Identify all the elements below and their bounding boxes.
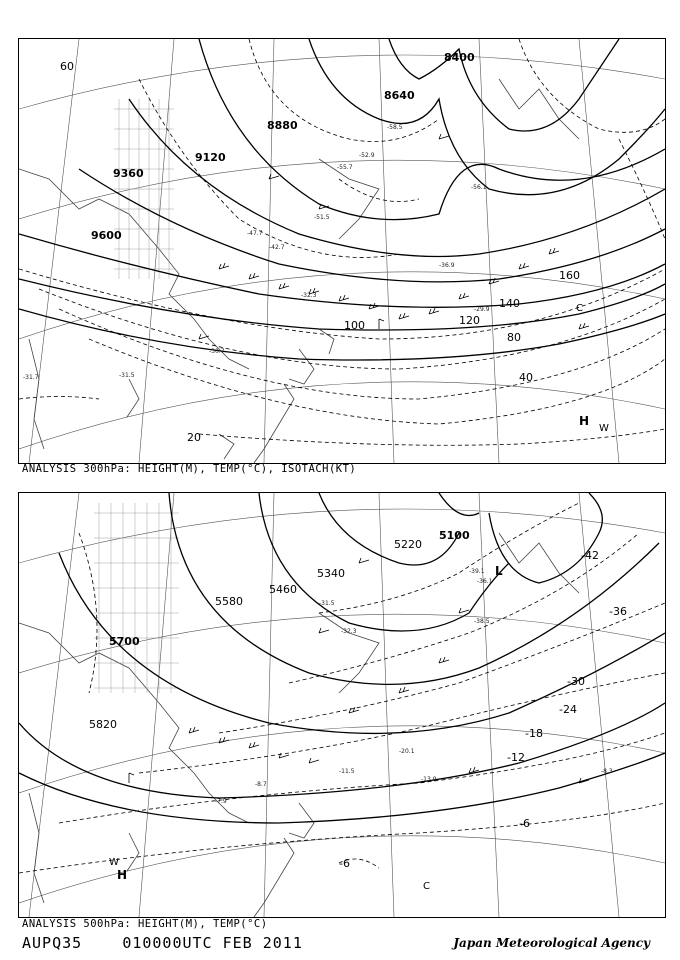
isotach-labels bbox=[60, 60, 580, 444]
hatch-area bbox=[114, 99, 174, 279]
station-temp: -20.1 bbox=[399, 748, 415, 755]
wind-barbs bbox=[129, 558, 589, 783]
high-center: H bbox=[117, 868, 128, 882]
temp-label: -42 bbox=[581, 549, 599, 562]
temperature-labels bbox=[23, 124, 490, 381]
temp-label: -58.5 bbox=[387, 124, 403, 131]
isotach-label: 40 bbox=[519, 371, 533, 384]
temp-label: -55.7 bbox=[337, 164, 353, 171]
height-label: 8640 bbox=[384, 89, 415, 102]
temp-label: -12 bbox=[507, 751, 525, 764]
height-label: 5820 bbox=[89, 718, 117, 731]
temp-label: -30 bbox=[567, 675, 585, 688]
station-temp: -11.5 bbox=[339, 768, 355, 775]
temp-label: -36 bbox=[609, 605, 627, 618]
temp-label: -36.9 bbox=[439, 262, 455, 269]
temp-label: -52.9 bbox=[359, 152, 375, 159]
isotach-label: 80 bbox=[507, 331, 521, 344]
height-label: 5340 bbox=[317, 567, 345, 580]
latlon-grid bbox=[19, 39, 665, 463]
temp-label: -47.7 bbox=[247, 230, 263, 237]
hatch-area bbox=[94, 503, 179, 693]
isotach-label: 100 bbox=[344, 319, 365, 332]
height-label: 5700 bbox=[109, 635, 140, 648]
station-temp: -32.3 bbox=[341, 628, 357, 635]
temp-label: -18 bbox=[525, 727, 543, 740]
station-temp: -36.1 bbox=[477, 578, 493, 585]
height-labels bbox=[91, 51, 475, 242]
temp-label: -51.5 bbox=[314, 214, 330, 221]
pressure-centers bbox=[576, 303, 609, 434]
height-contours bbox=[19, 39, 665, 360]
station-temp: -7.9 bbox=[215, 798, 227, 805]
height-label: 9360 bbox=[113, 167, 144, 180]
temp-label: -30.7 bbox=[209, 348, 225, 355]
isotach-label: 160 bbox=[559, 269, 580, 282]
height-label: 5100 bbox=[439, 529, 470, 542]
station-temp: -8.7 bbox=[255, 781, 267, 788]
caption-500hpa: ANALYSIS 500hPa: HEIGHT(M), TEMP(°C) bbox=[22, 918, 268, 930]
station-temp: -8.3 bbox=[601, 768, 613, 775]
temp-label: -56.1 bbox=[471, 184, 487, 191]
isotach-label: 120 bbox=[459, 314, 480, 327]
temp-label: -29.9 bbox=[474, 306, 490, 313]
cold-center: C bbox=[423, 881, 430, 892]
station-temp: -39.1 bbox=[469, 568, 485, 575]
temp-label: -32.3 bbox=[301, 292, 317, 299]
height-label: 5220 bbox=[394, 538, 422, 551]
caption-300hpa: ANALYSIS 300hPa: HEIGHT(M), TEMP(°C), ISOTACH(KT) bbox=[22, 463, 357, 475]
product-header bbox=[22, 934, 303, 952]
map-300hpa-svg bbox=[19, 39, 665, 463]
isotach-label: 60 bbox=[60, 60, 74, 73]
temp-label: -31.7 bbox=[23, 374, 39, 381]
warm-center: W bbox=[109, 857, 119, 868]
isotach-label: 140 bbox=[499, 297, 520, 310]
coastline bbox=[19, 79, 579, 463]
height-label: 8880 bbox=[267, 119, 298, 132]
height-label: 9120 bbox=[195, 151, 226, 164]
cold-center: C bbox=[576, 303, 583, 314]
height-label: 9600 bbox=[91, 229, 122, 242]
temp-label: -6 bbox=[519, 817, 530, 830]
warm-center: W bbox=[599, 423, 609, 434]
station-temps bbox=[215, 568, 613, 805]
temp-label: -31.5 bbox=[119, 372, 135, 379]
temp-label: -24 bbox=[559, 703, 577, 716]
station-temp: -38.5 bbox=[474, 618, 490, 625]
height-label: 5460 bbox=[269, 583, 297, 596]
isotach-contours bbox=[19, 39, 665, 445]
map-500hpa-svg bbox=[19, 493, 665, 917]
product-code: AUPQ35 bbox=[22, 934, 83, 952]
map-500hpa bbox=[18, 492, 666, 918]
station-temp: -31.5 bbox=[319, 600, 335, 607]
low-center: L bbox=[495, 564, 503, 578]
height-label: 8400 bbox=[444, 51, 475, 64]
map-300hpa bbox=[18, 38, 666, 464]
temp-label: -6 bbox=[339, 857, 350, 870]
temp-label: -42.7 bbox=[269, 244, 285, 251]
isotach-label: 20 bbox=[187, 431, 201, 444]
station-temp: -13.9 bbox=[421, 776, 437, 783]
high-center: H bbox=[579, 414, 590, 428]
temperature-labels bbox=[339, 549, 627, 870]
height-label: 5580 bbox=[215, 595, 243, 608]
agency-name: Japan Meteorological Agency bbox=[453, 936, 650, 950]
valid-time: 010000UTC FEB 2011 bbox=[122, 934, 303, 952]
